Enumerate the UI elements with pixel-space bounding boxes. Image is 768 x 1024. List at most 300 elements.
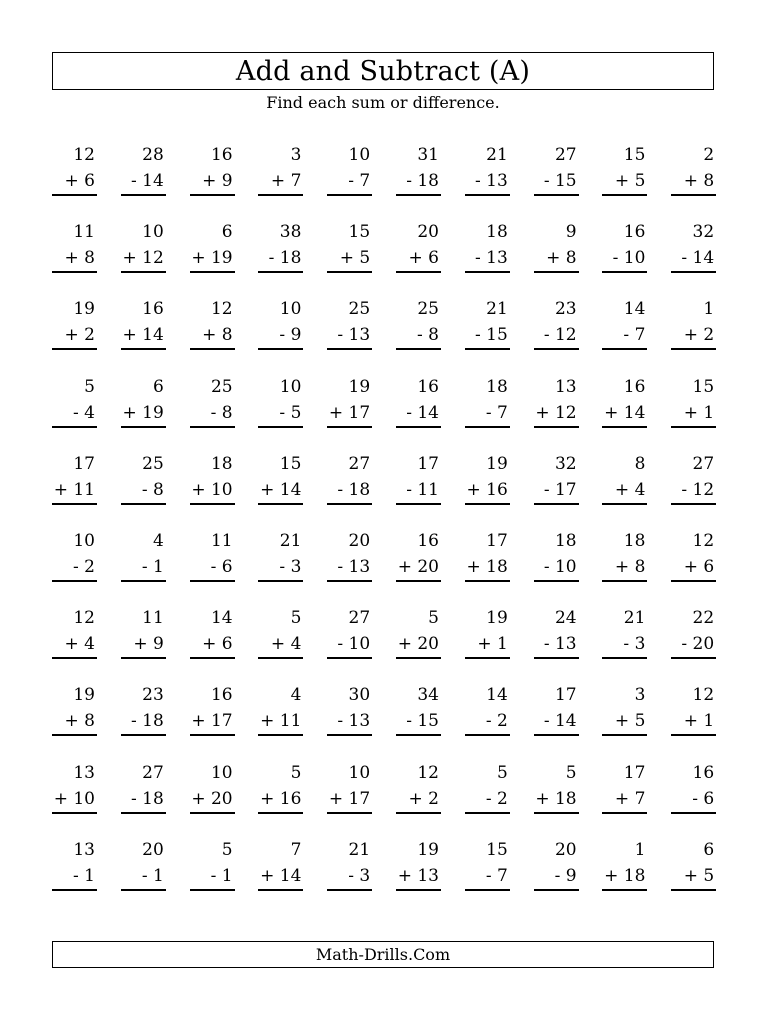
problem — [396, 838, 441, 890]
problem-top-number: 16 — [142, 299, 164, 320]
problem-top-number: 6 — [152, 376, 164, 397]
answer-line — [258, 734, 303, 736]
problem-top-number: 5 — [221, 839, 233, 860]
problem — [534, 297, 579, 349]
problem-top-number: 10 — [210, 762, 233, 783]
problem — [465, 220, 510, 272]
problem — [602, 838, 647, 890]
answer-line — [534, 348, 579, 350]
problem-top-number: 25 — [142, 453, 164, 474]
problem-operand: - 2 — [485, 788, 508, 809]
problem — [534, 529, 579, 581]
problem-operand: - 18 — [131, 711, 164, 732]
problem-operand: - 8 — [141, 479, 164, 500]
problem-operand: - 7 — [485, 402, 508, 423]
problem-top-number: 4 — [290, 685, 302, 706]
problem-row — [52, 529, 714, 589]
problem-top-number: 7 — [290, 839, 302, 860]
problem-operand: - 7 — [348, 171, 371, 191]
problem-row — [52, 452, 714, 512]
problem — [190, 452, 235, 504]
answer-line — [465, 580, 510, 582]
problem-top-number: 19 — [417, 839, 439, 860]
problem-operand: + 6 — [683, 557, 715, 577]
problem — [465, 606, 510, 658]
answer-line — [190, 580, 235, 582]
answer-line — [190, 348, 235, 350]
problem — [396, 761, 441, 813]
problem-operand: + 4 — [64, 634, 95, 655]
problem-operand: - 2 — [73, 557, 95, 577]
problem — [534, 683, 579, 735]
problem-operand: + 2 — [408, 788, 439, 809]
problem — [465, 297, 510, 349]
problem-top-number: 5 — [565, 762, 577, 783]
problem-top-number: 27 — [142, 762, 164, 783]
problem-operand: + 8 — [64, 711, 95, 732]
problem-top-number: 24 — [554, 608, 577, 629]
answer-line — [671, 657, 716, 659]
problem-operand: + 17 — [328, 402, 371, 423]
problem — [258, 606, 303, 658]
footer-box — [52, 941, 714, 968]
instructions: Find each sum or difference. — [266, 93, 500, 112]
answer-line — [190, 734, 235, 736]
problem-operand: + 14 — [260, 865, 302, 886]
problem-operand: - 10 — [543, 557, 577, 577]
answer-line — [534, 580, 579, 582]
problem-operand: + 10 — [53, 788, 95, 809]
problem-row — [52, 683, 714, 743]
problem-operand: - 13 — [475, 171, 508, 191]
answer-line — [121, 503, 166, 505]
problem-top-number: 6 — [703, 839, 715, 860]
problem-operand: + 6 — [202, 634, 233, 655]
problem-top-number: 27 — [554, 145, 577, 165]
problem-operand: + 12 — [122, 248, 164, 269]
problem — [327, 683, 372, 735]
problem — [121, 452, 166, 504]
problem — [602, 143, 647, 195]
problem-top-number: 21 — [348, 839, 371, 860]
problem-top-number: 30 — [348, 685, 371, 706]
problem-top-number: 15 — [486, 839, 508, 860]
answer-line — [602, 580, 647, 582]
problem-operand: + 16 — [466, 479, 508, 500]
problem — [671, 761, 716, 813]
problem-top-number: 17 — [554, 685, 577, 706]
problem-top-number: 5 — [290, 608, 302, 629]
answer-line — [396, 503, 441, 505]
problem-operand: - 5 — [279, 402, 302, 423]
answer-line — [396, 812, 441, 814]
answer-line — [396, 271, 441, 273]
problem — [671, 220, 716, 272]
problem — [121, 683, 166, 735]
problem-operand: + 20 — [397, 634, 439, 655]
answer-line — [465, 348, 510, 350]
answer-line — [465, 426, 510, 428]
problem-top-number: 34 — [417, 685, 439, 706]
problem-operand: + 18 — [604, 865, 646, 886]
problem-operand: - 15 — [475, 325, 508, 346]
answer-line — [121, 657, 166, 659]
answer-line — [465, 812, 510, 814]
answer-line — [327, 348, 372, 350]
problem-operand: - 8 — [210, 402, 233, 423]
problem-top-number: 19 — [486, 608, 508, 629]
problem-operand: + 4 — [270, 634, 302, 655]
answer-line — [327, 271, 372, 273]
problem — [121, 606, 166, 658]
problem-top-number: 16 — [417, 531, 439, 551]
problem-operand: - 12 — [543, 325, 577, 346]
problem-operand: + 16 — [260, 788, 302, 809]
answer-line — [190, 503, 235, 505]
answer-line — [671, 348, 716, 350]
problem — [465, 838, 510, 890]
problem-top-number: 2 — [703, 145, 715, 165]
problem-top-number: 11 — [73, 222, 95, 243]
problem — [327, 838, 372, 890]
problem-operand: + 8 — [683, 171, 715, 191]
problem-operand: + 5 — [614, 171, 646, 191]
problem-top-number: 12 — [692, 531, 715, 551]
answer-line — [534, 812, 579, 814]
problem-top-number: 17 — [73, 453, 95, 474]
problem-top-number: 21 — [486, 299, 508, 320]
problem — [190, 606, 235, 658]
problem-operand: - 1 — [73, 865, 95, 886]
problem-top-number: 13 — [73, 762, 95, 783]
problem-operand: + 19 — [122, 402, 164, 423]
problem-operand: + 5 — [339, 248, 371, 269]
answer-line — [190, 657, 235, 659]
problem-operand: + 19 — [191, 248, 233, 269]
problem — [258, 529, 303, 581]
problem-operand: - 13 — [337, 325, 371, 346]
problem-top-number: 10 — [348, 145, 371, 165]
problem-operand: - 8 — [417, 325, 439, 346]
problem — [190, 761, 235, 813]
problem-row — [52, 220, 714, 280]
problem-top-number: 12 — [73, 608, 95, 629]
problem-top-number: 16 — [210, 685, 233, 706]
answer-line — [121, 348, 166, 350]
problem-top-number: 20 — [348, 531, 371, 551]
problem — [52, 297, 97, 349]
answer-line — [671, 889, 716, 891]
problem — [258, 761, 303, 813]
answer-line — [52, 271, 97, 273]
answer-line — [534, 734, 579, 736]
answer-line — [396, 348, 441, 350]
problem — [52, 375, 97, 427]
problem-top-number: 14 — [623, 299, 646, 320]
problem — [396, 375, 441, 427]
problem-row — [52, 761, 714, 821]
problem-operand: - 11 — [406, 479, 439, 500]
answer-line — [258, 348, 303, 350]
problem — [258, 452, 303, 504]
problem-operand: - 4 — [73, 402, 95, 423]
problem — [52, 529, 97, 581]
worksheet-title: Add and Subtract (A) — [235, 55, 531, 87]
problem — [327, 452, 372, 504]
problem-operand: - 10 — [337, 634, 371, 655]
answer-line — [258, 657, 303, 659]
problem-top-number: 12 — [692, 685, 715, 706]
problem-top-number: 15 — [623, 145, 646, 165]
problem — [671, 529, 716, 581]
problem — [396, 297, 441, 349]
answer-line — [52, 426, 97, 428]
answer-line — [465, 657, 510, 659]
problem-operand: - 17 — [543, 479, 577, 500]
answer-line — [671, 426, 716, 428]
answer-line — [534, 657, 579, 659]
problem-operand: + 14 — [122, 325, 164, 346]
problem-top-number: 25 — [417, 299, 439, 320]
problem-top-number: 10 — [279, 376, 302, 397]
problem-operand: - 13 — [543, 634, 577, 655]
answer-line — [258, 503, 303, 505]
problem-operand: + 2 — [683, 325, 715, 346]
problem-top-number: 1 — [634, 839, 646, 860]
problem-operand: + 20 — [397, 557, 439, 577]
problem-top-number: 20 — [417, 222, 439, 243]
problem-top-number: 15 — [279, 453, 302, 474]
answer-line — [327, 812, 372, 814]
problem-top-number: 21 — [486, 145, 508, 165]
problem-operand: - 6 — [210, 557, 233, 577]
problem-top-number: 13 — [73, 839, 95, 860]
problem — [602, 297, 647, 349]
problem-operand: + 10 — [191, 479, 233, 500]
problem — [396, 529, 441, 581]
problem-top-number: 16 — [210, 145, 233, 165]
problem — [396, 452, 441, 504]
answer-line — [534, 426, 579, 428]
answer-line — [190, 812, 235, 814]
answer-line — [121, 812, 166, 814]
answer-line — [465, 889, 510, 891]
problem — [327, 375, 372, 427]
answer-line — [534, 194, 579, 196]
problem-top-number: 17 — [486, 531, 508, 551]
problem — [327, 761, 372, 813]
problem — [602, 452, 647, 504]
problem — [327, 220, 372, 272]
problem-top-number: 19 — [73, 685, 95, 706]
answer-line — [602, 734, 647, 736]
problem-top-number: 23 — [554, 299, 577, 320]
answer-line — [327, 580, 372, 582]
problem — [671, 683, 716, 735]
answer-line — [602, 348, 647, 350]
problem-top-number: 10 — [348, 762, 371, 783]
problem — [327, 606, 372, 658]
problem-operand: - 18 — [131, 788, 164, 809]
answer-line — [52, 348, 97, 350]
problem-top-number: 12 — [210, 299, 233, 320]
problem — [327, 529, 372, 581]
answer-line — [534, 271, 579, 273]
problem — [465, 683, 510, 735]
problem-operand: - 13 — [337, 711, 371, 732]
problem-operand: - 13 — [475, 248, 508, 269]
answer-line — [671, 271, 716, 273]
answer-line — [121, 580, 166, 582]
answer-line — [121, 889, 166, 891]
problem — [602, 220, 647, 272]
answer-line — [396, 734, 441, 736]
answer-line — [396, 194, 441, 196]
problem-top-number: 17 — [417, 453, 439, 474]
answer-line — [465, 271, 510, 273]
problem-top-number: 16 — [692, 762, 715, 783]
problem — [465, 375, 510, 427]
problem-top-number: 5 — [496, 762, 508, 783]
problem-operand: - 1 — [141, 865, 164, 886]
answer-line — [121, 194, 166, 196]
problem — [121, 761, 166, 813]
problem-top-number: 4 — [152, 531, 164, 551]
problem-top-number: 31 — [417, 145, 439, 165]
answer-line — [327, 194, 372, 196]
answer-line — [258, 426, 303, 428]
problem — [190, 297, 235, 349]
problem-operand: - 12 — [681, 479, 715, 500]
problem-operand: - 7 — [485, 865, 508, 886]
problem-top-number: 1 — [703, 299, 715, 320]
answer-line — [52, 657, 97, 659]
problem-operand: + 17 — [191, 711, 233, 732]
problem-operand: + 8 — [202, 325, 233, 346]
problem-top-number: 10 — [73, 531, 95, 551]
problem-operand: + 5 — [683, 865, 715, 886]
problem-top-number: 20 — [142, 839, 164, 860]
problem-operand: - 18 — [268, 248, 302, 269]
answer-line — [602, 426, 647, 428]
problem-top-number: 12 — [73, 145, 95, 165]
answer-line — [327, 889, 372, 891]
title-box — [52, 52, 714, 90]
problem — [534, 143, 579, 195]
answer-line — [190, 194, 235, 196]
answer-line — [258, 580, 303, 582]
answer-line — [602, 812, 647, 814]
problem — [465, 529, 510, 581]
answer-line — [327, 426, 372, 428]
problem-operand: - 18 — [337, 479, 371, 500]
problem-operand: + 12 — [535, 402, 577, 423]
problem-operand: + 14 — [260, 479, 302, 500]
problem — [327, 297, 372, 349]
answer-line — [602, 657, 647, 659]
problem — [258, 838, 303, 890]
problem — [258, 375, 303, 427]
problem — [190, 143, 235, 195]
answer-line — [671, 503, 716, 505]
problem-operand: - 6 — [692, 788, 715, 809]
problem-operand: + 5 — [614, 711, 646, 732]
problem-operand: + 7 — [614, 788, 646, 809]
answer-line — [396, 580, 441, 582]
problem-operand: + 8 — [546, 248, 577, 269]
problem-operand: - 10 — [612, 248, 646, 269]
problem-operand: - 15 — [406, 711, 439, 732]
problem-top-number: 16 — [623, 222, 646, 243]
problem — [52, 683, 97, 735]
problem — [534, 220, 579, 272]
problem-top-number: 11 — [142, 608, 164, 629]
problem — [671, 452, 716, 504]
answer-line — [327, 734, 372, 736]
problem — [534, 606, 579, 658]
problem — [121, 375, 166, 427]
problem-operand: + 6 — [408, 248, 439, 269]
problem-top-number: 14 — [486, 685, 508, 706]
problem-operand: - 14 — [406, 402, 439, 423]
problem — [121, 143, 166, 195]
problem-operand: - 3 — [348, 865, 371, 886]
problem — [121, 529, 166, 581]
problem-operand: + 20 — [191, 788, 233, 809]
problem-operand: + 1 — [683, 711, 715, 732]
problem-operand: + 2 — [64, 325, 95, 346]
problem-operand: - 1 — [210, 865, 233, 886]
answer-line — [121, 734, 166, 736]
problem-top-number: 32 — [554, 453, 577, 474]
problem-operand: - 3 — [623, 634, 646, 655]
problem-row — [52, 143, 714, 203]
answer-line — [534, 503, 579, 505]
problem-operand: + 9 — [202, 171, 233, 191]
problem — [52, 838, 97, 890]
problem-top-number: 25 — [210, 376, 233, 397]
problem-operand: - 20 — [681, 634, 715, 655]
answer-line — [327, 503, 372, 505]
problem-operand: - 9 — [554, 865, 577, 886]
problem — [602, 683, 647, 735]
problem — [190, 375, 235, 427]
problem-top-number: 28 — [142, 145, 164, 165]
problem — [602, 529, 647, 581]
problem — [52, 761, 97, 813]
answer-line — [602, 194, 647, 196]
answer-line — [52, 580, 97, 582]
problem-operand: + 18 — [466, 557, 508, 577]
problem — [465, 761, 510, 813]
answer-line — [52, 503, 97, 505]
problem-operand: + 18 — [535, 788, 577, 809]
problem — [602, 375, 647, 427]
problem-top-number: 10 — [142, 222, 164, 243]
problem — [534, 761, 579, 813]
problem-top-number: 17 — [623, 762, 646, 783]
answer-line — [258, 271, 303, 273]
problem-top-number: 12 — [417, 762, 439, 783]
problem-top-number: 18 — [623, 531, 646, 551]
problem — [671, 297, 716, 349]
problem — [396, 606, 441, 658]
answer-line — [258, 812, 303, 814]
problem-operand: - 14 — [131, 171, 164, 191]
problem — [465, 452, 510, 504]
problem-top-number: 11 — [210, 531, 233, 551]
footer-text: Math-Drills.Com — [315, 944, 451, 964]
